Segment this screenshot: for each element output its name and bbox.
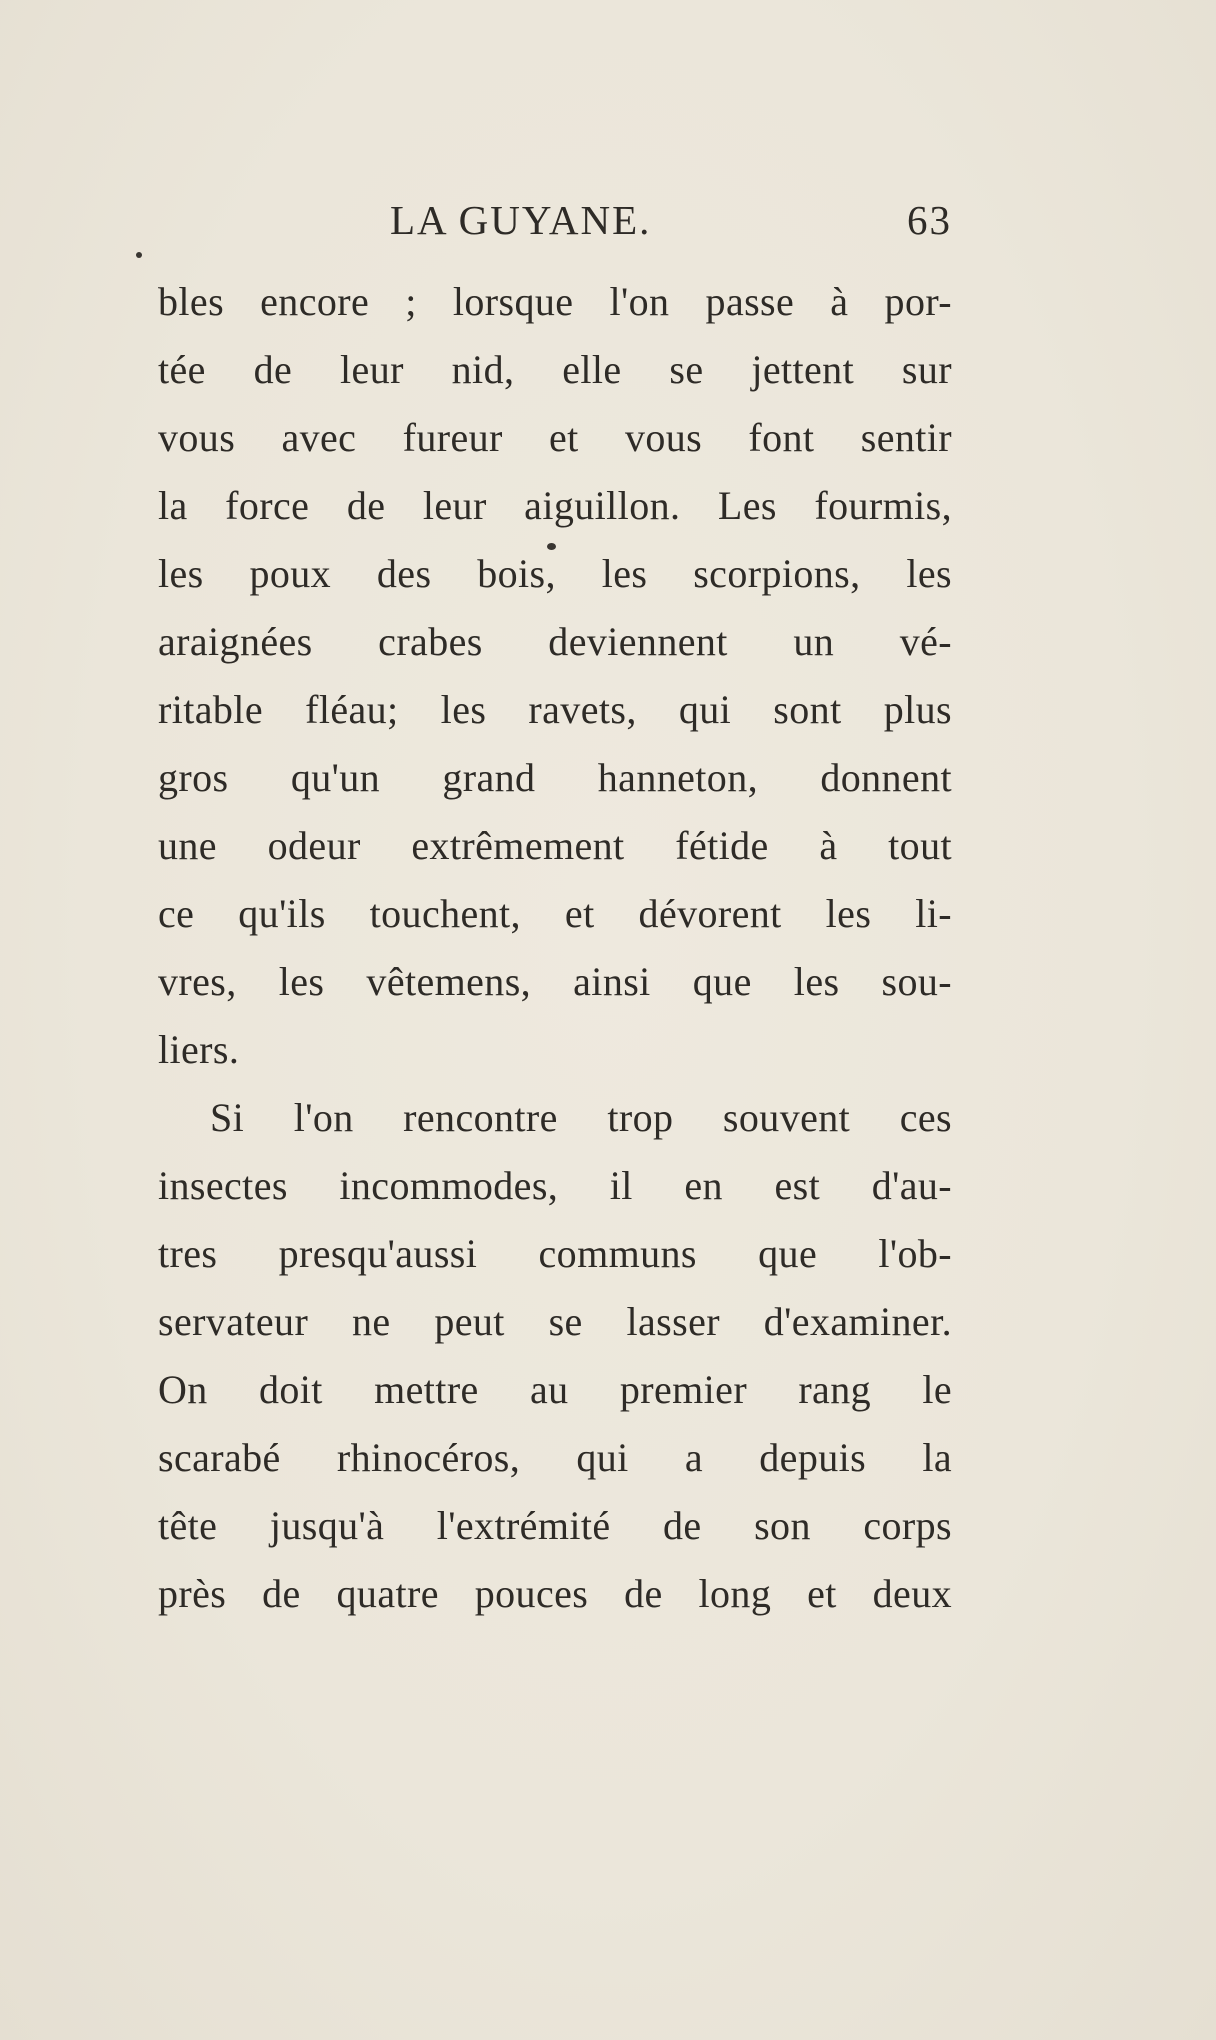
page-header: [390, 196, 952, 256]
text-line: servateur ne peut se lasser d'examiner.: [158, 1299, 952, 1344]
text-line: une odeur extrêmement fétide à tout: [158, 823, 952, 868]
text-line: tête jusqu'à l'extrémité de son corps: [158, 1503, 952, 1548]
body-text: [158, 268, 952, 1628]
page-number: 63: [907, 197, 952, 243]
text-line: insectes incommodes, il en est d'au-: [158, 1163, 952, 1208]
ink-speck: [136, 252, 142, 258]
text-line: vous avec fureur et vous font sentir: [158, 415, 952, 460]
running-head: LA GUYANE.: [390, 197, 652, 243]
text-line: scarabé rhinocéros, qui a depuis la: [158, 1435, 952, 1480]
text-line: ce qu'ils touchent, et dévorent les li-: [158, 891, 952, 936]
text-line: On doit mettre au premier rang le: [158, 1367, 952, 1412]
text-line: la force de leur aiguillon. Les fourmis,: [158, 483, 952, 528]
text-line: Si l'on rencontre trop souvent ces: [210, 1095, 952, 1140]
text-line: près de quatre pouces de long et deux: [158, 1571, 952, 1616]
text-line: vres, les vêtemens, ainsi que les sou-: [158, 959, 952, 1004]
text-line: les poux des bois, les scorpions, les: [158, 551, 952, 596]
text-line: araignées crabes deviennent un vé-: [158, 619, 952, 664]
text-line: bles encore ; lorsque l'on passe à por-: [158, 279, 952, 324]
text-line: tée de leur nid, elle se jettent sur: [158, 347, 952, 392]
text-line: gros qu'un grand hanneton, donnent: [158, 755, 952, 800]
text-line: tres presqu'aussi communs que l'ob-: [158, 1231, 952, 1276]
text-line: ritable fléau; les ravets, qui sont plus: [158, 687, 952, 732]
text-line: liers.: [158, 1027, 240, 1072]
